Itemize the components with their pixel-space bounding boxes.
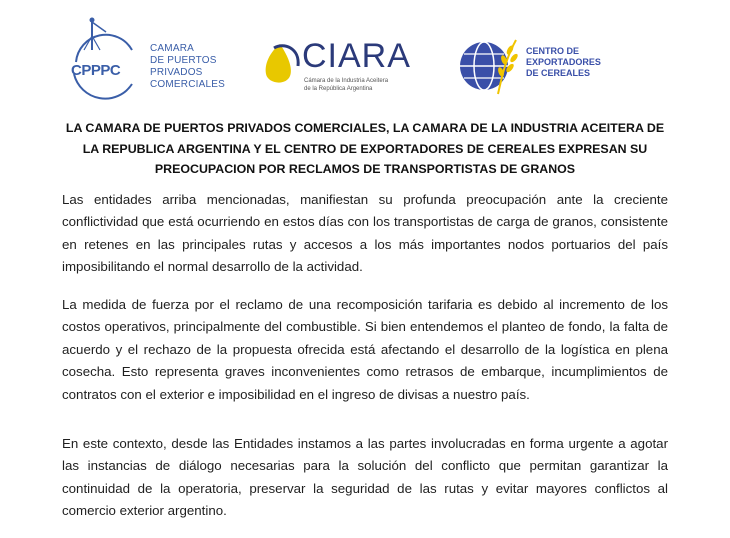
cec-logo	[458, 36, 618, 98]
cpppc-line: COMERCIALES	[150, 79, 225, 90]
body-paragraph: En este contexto, desde las Entidades instamos a las partes involucradas en forma urgente a agotar las instancias de diálogo necesarias para la solución del conflicto que permitan garantizar la continuidad de la operatoria, preservar la seguridad de las rutas y evitar mayores conflictos al comercio exterior argentino.	[62, 436, 668, 519]
cec-line: CENTRO DE	[526, 46, 580, 56]
cec-name	[526, 46, 601, 79]
cpppc-line: CAMARA	[150, 43, 194, 54]
cpppc-logo	[70, 12, 270, 102]
globe-wheat-icon	[458, 36, 522, 98]
ciara-wordmark: CIARA	[302, 37, 411, 75]
cpppc-name	[150, 43, 225, 91]
ciara-subtitle	[304, 77, 388, 93]
body-paragraph: La medida de fuerza por el reclamo de una recomposición tarifaria es debido al incremento de los costos operativos, principalmente del combustible. Si bien entendemos el planteo de fondo, la falta de acuerdo y el rechazo de la propuesta ofrecida está afectando el desarrollo de la logística en plena cosecha. Esto representa graves inconvenientes como retrasos de embarque, incumplimientos de contratos con el exterior e imposibilidad en el ingreso de divisas a nuestro país.	[62, 297, 668, 402]
ciara-subtitle-line: Cámara de la Industria Aceitera	[304, 78, 389, 84]
cec-line: DE CEREALES	[526, 68, 591, 78]
document-title: LA CAMARA DE PUERTOS PRIVADOS COMERCIALES, LA CAMARA DE LA INDUSTRIA ACEITERA DE LA REPUBLICA ARGENTINA Y EL CENTRO DE EXPORTADORES DE CEREALES EXPRESAN SU PREOCUPACION POR RECLAMOS DE TRANSPORTISTAS DE GRANOS	[65, 121, 665, 176]
cpppc-acronym: CPPPC	[71, 62, 121, 79]
cpppc-line: PRIVADOS	[150, 67, 203, 78]
oil-drop-icon	[260, 38, 304, 90]
cpppc-line: DE PUERTOS	[150, 55, 217, 66]
cpppc-emblem-icon	[70, 12, 148, 102]
logo-header	[0, 0, 730, 110]
ciara-subtitle-line: de la República Argentina	[304, 86, 373, 92]
body-paragraph: Las entidades arriba mencionadas, manifiestan su profunda preocupación ante la creciente conflictividad que está ocurriendo en estos días con los transportistas de carga de granos, consistente en retenes en las principales rutas y accesos a los más importantes nodos portuarios del país imposibilitando el normal desarrollo de la actividad.	[62, 192, 668, 275]
ciara-logo	[260, 38, 430, 98]
cec-line: EXPORTADORES	[526, 57, 601, 67]
